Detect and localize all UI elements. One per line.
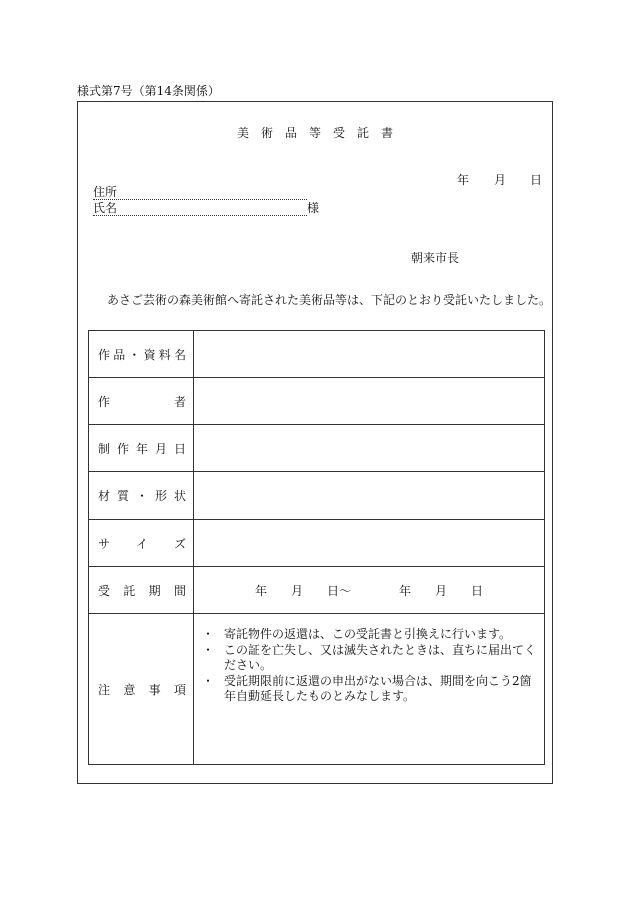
item-table	[88, 330, 545, 765]
form-number: 様式第7号（第14条関係）	[77, 84, 220, 98]
table-row	[89, 614, 545, 765]
list-item	[202, 674, 536, 704]
trust-period-value[interactable]: 年 月 日〜 年 月 日	[194, 567, 545, 614]
row-value[interactable]	[194, 378, 545, 425]
label-char: 受	[98, 583, 111, 598]
label-char: サ	[98, 536, 111, 551]
label-char: 月	[154, 441, 167, 456]
label-char: 料	[158, 347, 171, 362]
label-char: 質	[116, 489, 129, 503]
document-title: 美術品等受託書	[236, 126, 405, 140]
date-year-label: 年	[457, 173, 470, 187]
row-label	[89, 331, 194, 378]
issuer-name: 朝来市長	[411, 251, 460, 265]
bullet-icon: ・	[202, 627, 215, 641]
label-char: ・	[135, 489, 148, 503]
table-row	[89, 520, 545, 567]
label-char: 年	[135, 441, 148, 456]
label-char: 間	[173, 583, 186, 598]
label-char: 品	[113, 347, 126, 362]
row-label	[89, 567, 194, 614]
label-char: 者	[173, 394, 186, 409]
row-label	[89, 378, 194, 425]
label-char: ズ	[173, 536, 186, 551]
name-label: 氏名	[93, 201, 118, 215]
row-label	[89, 520, 194, 567]
label-char: イ	[135, 536, 148, 551]
label-char: 資	[143, 347, 156, 362]
label-char: 状	[173, 489, 186, 503]
note-text: この証を亡失し、又は滅失されたときは、直ちに届出てください。	[224, 643, 537, 672]
row-value[interactable]	[194, 425, 545, 472]
label-char: 名	[173, 347, 186, 362]
notes-cell	[194, 614, 545, 765]
label-text	[98, 393, 186, 410]
address-label: 住所	[93, 185, 118, 199]
bullet-icon: ・	[202, 643, 215, 657]
table-row	[89, 472, 545, 520]
address-dotted-line	[93, 199, 307, 200]
note-text: 寄託物件の返還は、この受託書と引換えに行います。	[224, 627, 512, 641]
row-value[interactable]	[194, 472, 545, 520]
row-value[interactable]	[194, 520, 545, 567]
list-item	[202, 643, 536, 673]
label-char: 意	[123, 682, 136, 697]
label-char: 制	[98, 441, 111, 456]
row-value[interactable]	[194, 331, 545, 378]
row-label	[89, 472, 194, 520]
bullet-icon: ・	[202, 674, 215, 688]
notes-list	[194, 627, 544, 704]
label-char: 作	[98, 394, 111, 409]
label-char: 注	[98, 682, 111, 697]
table-row	[89, 425, 545, 472]
label-text	[98, 681, 186, 698]
date-day-label: 日	[530, 173, 543, 187]
label-char: 項	[173, 682, 186, 697]
row-label	[89, 425, 194, 472]
table-row	[89, 378, 545, 425]
list-item	[202, 627, 536, 642]
address-line[interactable]	[93, 185, 319, 201]
label-char: 託	[123, 583, 136, 598]
label-text	[98, 346, 186, 363]
label-char: 形	[154, 489, 167, 503]
label-char: 作	[116, 441, 129, 456]
label-text	[98, 582, 186, 599]
label-char: 事	[148, 682, 161, 697]
label-text	[98, 535, 186, 552]
table-row	[89, 331, 545, 378]
intro-text: あさご芸術の森美術館へ寄託された美術品等は、下記のとおり受託いたしました。	[107, 293, 552, 307]
name-dotted-line	[93, 215, 307, 216]
label-text	[98, 440, 186, 457]
note-text: 受託期限前に返還の申出がない場合は、期間を向こう2箇年自動延長したものとみなします。	[224, 674, 532, 703]
name-line[interactable]	[93, 201, 319, 217]
date-month-label: 月	[494, 173, 507, 187]
label-text	[98, 487, 186, 504]
label-char: 材	[98, 489, 111, 503]
honorific: 様	[306, 201, 319, 215]
label-char: 期	[148, 583, 161, 598]
row-label	[89, 614, 194, 765]
label-char: 作	[98, 347, 111, 362]
label-char: 日	[173, 441, 186, 456]
table-row	[89, 567, 545, 614]
label-char: ・	[128, 347, 141, 362]
